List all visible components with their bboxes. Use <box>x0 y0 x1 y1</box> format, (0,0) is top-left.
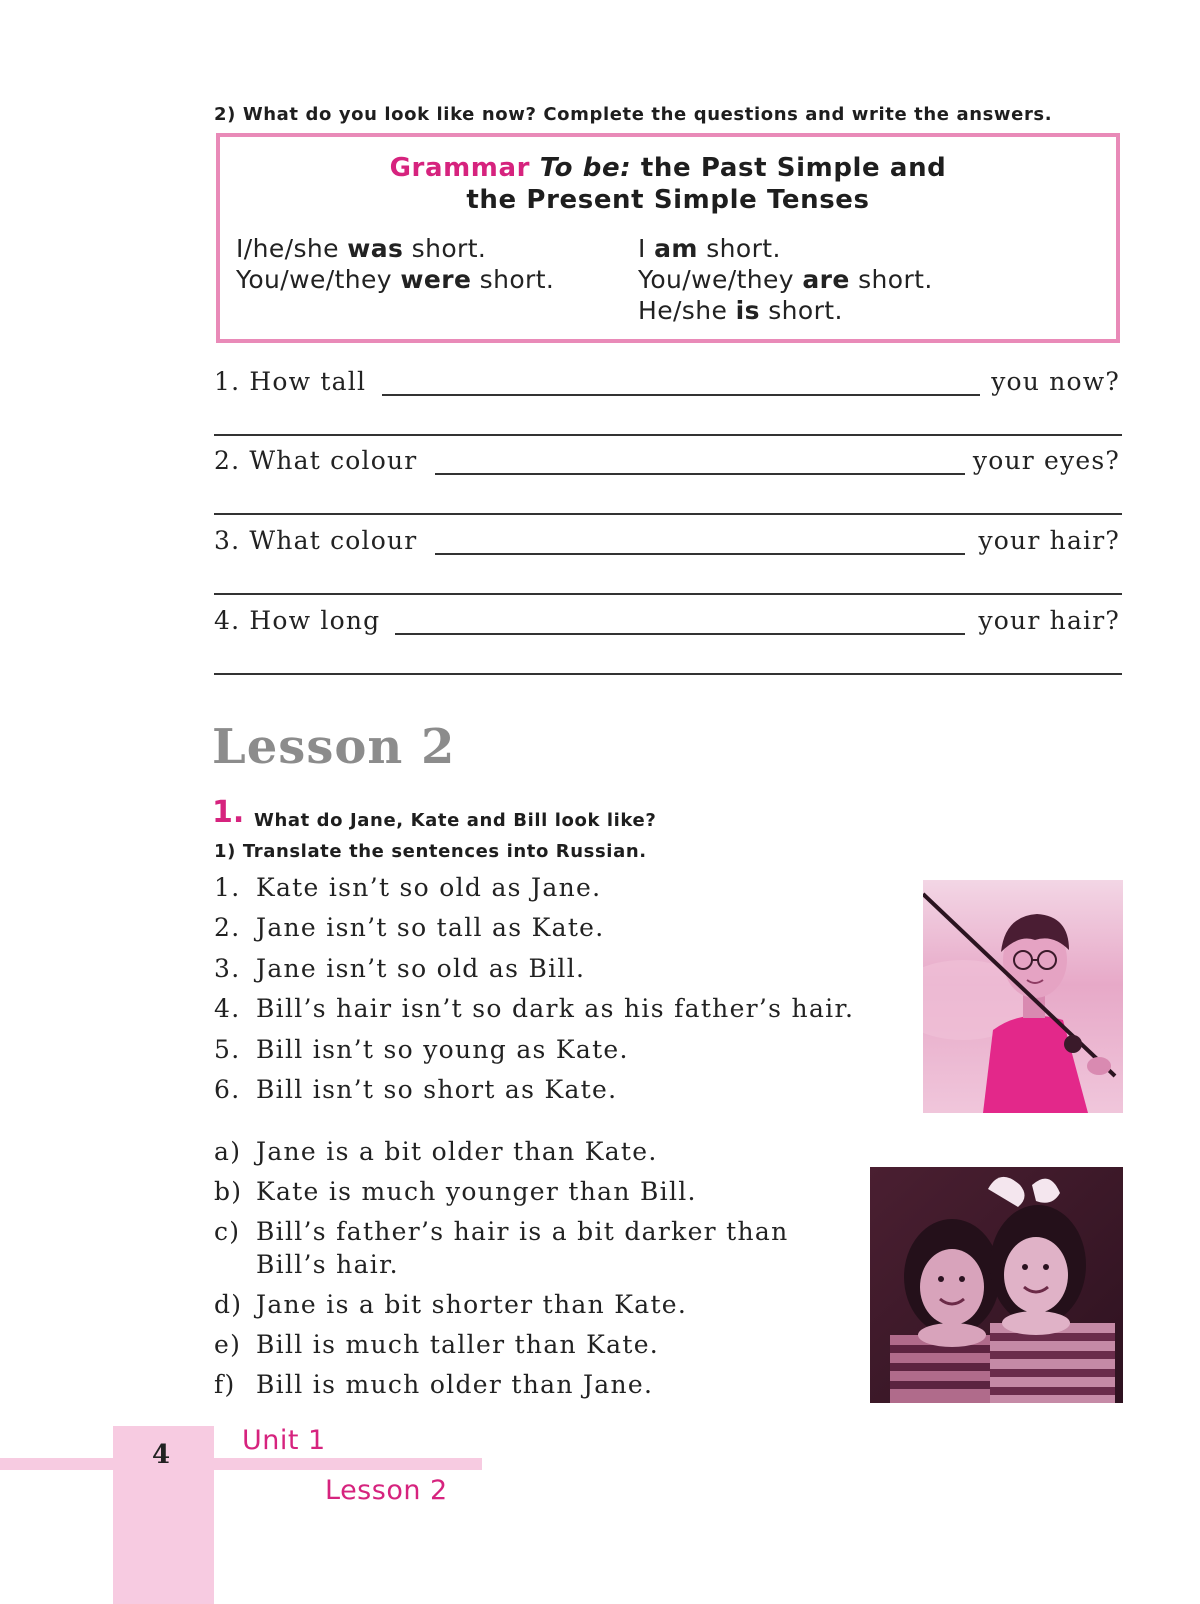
answer-option: d) Jane is a bit shorter than Kate. <box>214 1290 688 1319</box>
boy-fishing-photo <box>923 880 1123 1113</box>
sentence-item: 2. Jane isn’t so tall as Kate. <box>214 913 605 942</box>
sub-instruction: 1) Translate the sentences into Russian. <box>214 841 647 862</box>
grammar-past-line: I/he/she was short. <box>236 234 487 263</box>
sentence-item: 5. Bill isn’t so young as Kate. <box>214 1035 629 1064</box>
sentence-item: 6. Bill isn’t so short as Kate. <box>214 1075 618 1104</box>
sentence-item: 4. Bill’s hair isn’t so dark as his father’s hair. <box>214 994 855 1023</box>
footer-lesson: Lesson 2 <box>325 1475 448 1506</box>
question-text: 3. What colour <box>214 526 418 555</box>
question-text: 4. How long <box>214 606 381 635</box>
lesson-title: Lesson 2 <box>212 719 456 775</box>
grammar-title-rest: the Past Simple and <box>640 153 947 183</box>
answer-option: f) Bill is much older than Jane. <box>214 1370 654 1399</box>
question-end: you now? <box>991 367 1120 396</box>
question-end: your eyes? <box>972 446 1120 475</box>
question-text: 2. What colour <box>214 446 418 475</box>
exercise-title: What do Jane, Kate and Bill look like? <box>254 810 657 831</box>
question-end: your hair? <box>978 606 1120 635</box>
answer-line[interactable] <box>214 673 1122 675</box>
answer-option: b) Kate is much younger than Bill. <box>214 1177 697 1206</box>
footer-band <box>0 1458 482 1470</box>
page-number: 4 <box>152 1440 171 1470</box>
grammar-topic: To be: <box>539 153 632 183</box>
answer-option: a) Jane is a bit older than Kate. <box>214 1137 658 1166</box>
answer-blank[interactable] <box>435 553 965 555</box>
answer-line[interactable] <box>214 593 1122 595</box>
answer-blank[interactable] <box>395 633 965 635</box>
two-girls-photo <box>870 1167 1123 1403</box>
answer-option: e) Bill is much taller than Kate. <box>214 1330 660 1359</box>
grammar-present-line: He/she is short. <box>638 296 843 325</box>
grammar-present-line: I am short. <box>638 234 781 263</box>
answer-option: c) Bill’s father’s hair is a bit darker than <box>214 1217 789 1246</box>
grammar-present-line: You/we/they are short. <box>638 265 933 294</box>
grammar-title <box>220 153 1116 183</box>
answer-line[interactable] <box>214 434 1122 436</box>
grammar-past-line: You/we/they were short. <box>236 265 555 294</box>
grammar-label: Grammar <box>389 153 531 183</box>
question-text: 1. How tall <box>214 367 367 396</box>
grammar-title-line2: the Present Simple Tenses <box>466 185 870 215</box>
answer-line[interactable] <box>214 513 1122 515</box>
sentence-item: 3. Jane isn’t so old as Bill. <box>214 954 586 983</box>
sentence-item: 1. Kate isn’t so old as Jane. <box>214 873 602 902</box>
footer-unit: Unit 1 <box>242 1425 326 1456</box>
exercise-instruction: 2) What do you look like now? Complete the questions and write the answers. <box>214 104 1053 125</box>
question-end: your hair? <box>978 526 1120 555</box>
answer-option-continued: Bill’s hair. <box>256 1250 399 1279</box>
answer-blank[interactable] <box>382 394 980 396</box>
grammar-box <box>216 133 1120 343</box>
answer-blank[interactable] <box>435 473 965 475</box>
exercise-number: 1. <box>212 795 245 830</box>
